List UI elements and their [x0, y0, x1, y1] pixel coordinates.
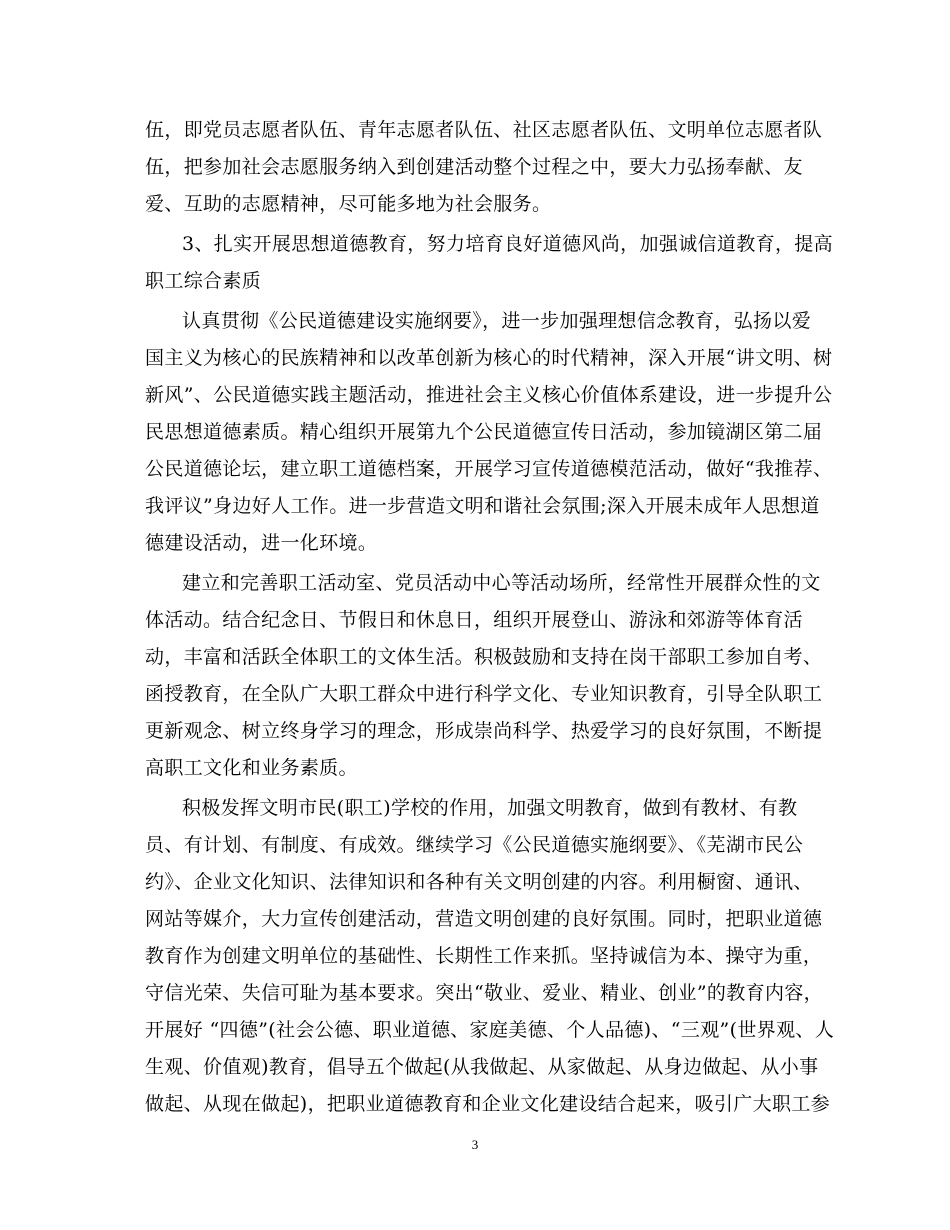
text-line: 动，丰富和活跃全体职工的文体生活。积极鼓励和支持在岗干部职工参加自考、 — [145, 646, 823, 668]
text-line: 积极发挥文明市民(职工)学校的作用，加强文明教育，做到有教材、有教 — [182, 797, 798, 819]
text-line: 教育作为创建文明单位的基础性、长期性工作来抓。坚持诚信为本、操守为重， — [145, 945, 823, 967]
text-line: 认真贯彻《公民道德建设实施纲要》，进一步加强理想信念教育，弘扬以爱 — [182, 310, 812, 332]
text-line: 约》、企业文化知识、法律知识和各种有关文明创建的内容。利用橱窗、通讯、 — [145, 871, 813, 893]
text-line: 员、有计划、有制度、有成效。继续学习《公民道德实施纲要》、《芜湖市民公 — [145, 834, 804, 856]
text-line: 我评议”身边好人工作。进一步营造文明和谐社会氛围;深入开展未成年人思想道 — [145, 495, 820, 517]
section-heading-line: 职工综合素质 — [145, 270, 262, 292]
text-line: 守信光荣、失信可耻为基本要求。突出“敬业、爱业、精业、创业”的教育内容， — [145, 982, 824, 1004]
text-line: 开展好 “四德”(社会公德、职业道德、家庭美德、个人品德)、“三观”(世界观、人 — [145, 1019, 835, 1041]
text-line: 德建设活动，进一化环境。 — [145, 532, 378, 554]
text-line: 体活动。结合纪念日、节假日和休息日，组织开展登山、游泳和郊游等体育活 — [145, 609, 803, 631]
text-line: 民思想道德素质。精心组织开展第九个公民道德宣传日活动，参加镜湖区第二届 — [145, 421, 823, 443]
text-line: 网站等媒介，大力宣传创建活动，营造文明创建的良好氛围。同时，把职业道德 — [145, 908, 823, 930]
text-line: 国主义为核心的民族精神和以改革创新为核心的时代精神，深入开展“讲文明、树 — [145, 347, 833, 369]
text-line: 建立和完善职工活动室、党员活动中心等活动场所，经常性开展群众性的文 — [182, 572, 821, 594]
text-line: 伍，即党员志愿者队伍、青年志愿者队伍、社区志愿者队伍、文明单位志愿者队 — [145, 119, 823, 141]
text-line: 伍，把参加社会志愿服务纳入到创建活动整个过程之中，要大力弘扬奉献、友 — [145, 156, 803, 178]
text-line: 爱、互助的志愿精神，尽可能多地为社会服务。 — [145, 193, 552, 215]
text-line: 函授教育，在全队广大职工群众中进行科学文化、专业知识教育，引导全队职工 — [145, 683, 823, 705]
section-heading-line: 3、扎实开展思想道德教育，努力培育良好道德风尚，加强诚信道教育，提高 — [182, 233, 833, 255]
text-line: 高职工文化和业务素质。 — [145, 757, 358, 779]
text-line: 更新观念、树立终身学习的理念，形成崇尚科学、热爱学习的良好氛围，不断提 — [145, 720, 823, 742]
text-line: 做起、从现在做起)，把职业道德教育和企业文化建设结合起来，吸引广大职工参 — [145, 1093, 831, 1115]
text-line: 公民道德论坛，建立职工道德档案，开展学习宣传道德模范活动，做好“我推荐、 — [145, 458, 833, 480]
text-line: 生观、价值观)教育，倡导五个做起(从我做起、从家做起、从身边做起、从小事 — [145, 1056, 819, 1078]
text-line: 新风”、公民道德实践主题活动，推进社会主义核心价值体系建设，进一步提升公 — [145, 384, 833, 406]
page-number: 3 — [471, 1137, 479, 1152]
